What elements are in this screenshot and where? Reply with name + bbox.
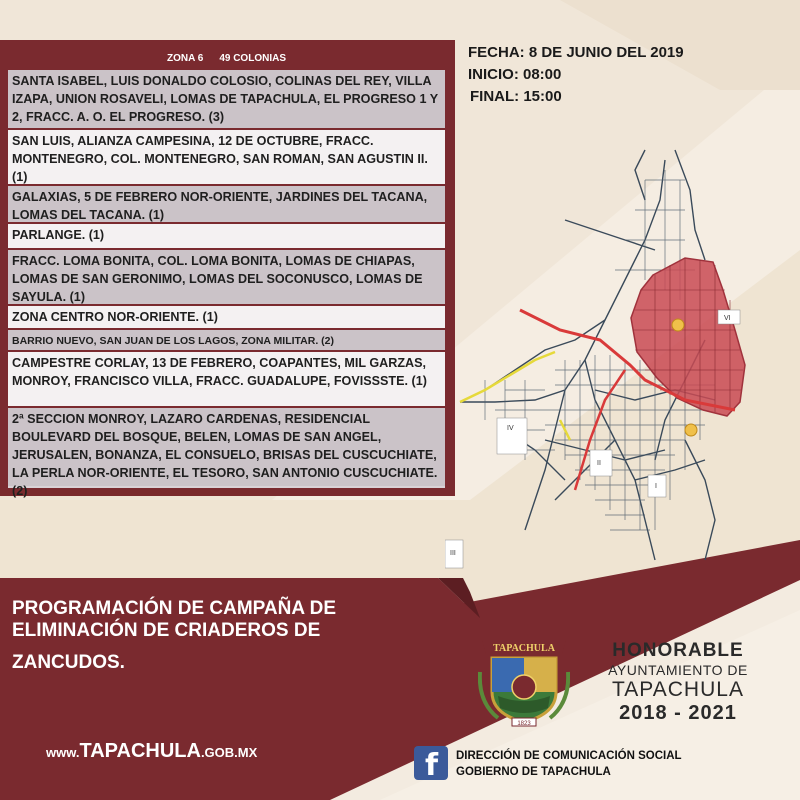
coat-of-arms-logo — [478, 632, 570, 728]
zone-label-i: I — [655, 483, 657, 490]
crest-year: 1823 — [517, 721, 531, 727]
table-row: GALAXIAS, 5 DE FEBRERO NOR-ORIENTE, JARDINES DEL TACANA, LOMAS DEL TACANA. (1) — [8, 186, 445, 224]
meeting-point-marker — [685, 424, 697, 436]
zone-label-ii: II — [597, 460, 601, 467]
table-row: BARRIO NUEVO, SAN JUAN DE LOS LAGOS, ZONA MILITAR. (2) — [8, 330, 445, 352]
direccion-text: DIRECCIÓN DE COMUNICACIÓN SOCIAL — [456, 750, 682, 762]
ayuntamiento-logo-text — [578, 640, 778, 725]
campaign-title-line2: ZANCUDOS. — [12, 652, 125, 673]
table-row: SAN LUIS, ALIANZA CAMPESINA, 12 DE OCTUBRE, FRACC. MONTENEGRO, COL. MONTENEGRO, SAN ROMAN, SAN AGUSTIN II. (1) — [8, 130, 445, 186]
table-row: PARLANGE. (1) — [8, 224, 445, 250]
schedule-table — [0, 40, 455, 496]
yellow-road — [460, 352, 555, 402]
crest-banner-text: TAPACHULA — [493, 643, 555, 654]
period-text: 2018 - 2021 — [619, 702, 737, 724]
website-prefix: www. — [46, 745, 80, 760]
table-row: CAMPESTRE CORLAY, 13 DE FEBRERO, COAPANTES, MIL GARZAS, MONROY, FRANCISCO VILLA, FRACC. GUADALUPE, FOVISSSTE. (1) — [8, 352, 445, 408]
honorable-text: HONORABLE — [612, 640, 744, 661]
final-text: FINAL: 15:00 — [470, 88, 562, 105]
table-row: FRACC. LOMA BONITA, COL. LOMA BONITA, LOMAS DE CHIAPAS, LOMAS DE SAN GERONIMO, LOMAS DEL SOCONUSCO, LOMAS DE SAYULA. (1) — [8, 250, 445, 306]
schedule-info — [468, 42, 684, 108]
zone-6-area — [631, 258, 745, 416]
campaign-title: PROGRAMACIÓN DE CAMPAÑA DE ELIMINACIÓN DE CRIADEROS DE — [12, 598, 337, 641]
gobierno-text: GOBIERNO DE TAPACHULA — [456, 766, 611, 778]
website-main: TAPACHULA — [79, 740, 201, 762]
tapachula-text: TAPACHULA — [612, 678, 744, 701]
zone-label-iii: III — [450, 550, 456, 557]
table-row: SANTA ISABEL, LUIS DONALDO COLOSIO, COLINAS DEL REY, VILLA IZAPA, UNION ROSAVELI, LOMAS DE TAPACHULA, EL PROGRESO 1 Y 2, FRACC. A. O. EL PROGRESO. (3) — [8, 70, 445, 130]
ayuntamiento-text: AYUNTAMIENTO DE — [608, 662, 748, 678]
table-header — [8, 48, 445, 70]
website-suffix: .GOB.MX — [200, 745, 258, 760]
website-link[interactable] — [46, 740, 257, 763]
colonias-count: 49 COLONIAS — [219, 53, 286, 64]
zone-label: ZONA 6 — [167, 53, 204, 64]
table-row: 2ª SECCION MONROY, LAZARO CARDENAS, RESIDENCIAL BOULEVARD DEL BOSQUE, BELEN, LOMAS DE SAN ANGEL, JERUSALEN, BONANZA, EL CONSUELO, BRISAS DEL CUSCUCHIATE, LA PERLA NOR-ORIENTE, EL TESORO, SAN ANTONIO CUSCUCHIATE. (2) — [8, 408, 445, 486]
facebook-icon[interactable]: f — [414, 746, 448, 780]
table-row: ZONA CENTRO NOR-ORIENTE. (1) — [8, 306, 445, 330]
meeting-point-marker — [672, 319, 684, 331]
comunicacion-social — [456, 748, 682, 780]
zone-label-iv: IV — [507, 425, 514, 432]
inicio-text: INICIO: 08:00 — [468, 66, 562, 83]
zone-label-vi: VI — [724, 315, 731, 322]
fecha-text: FECHA: 8 DE JUNIO DEL 2019 — [468, 44, 684, 61]
city-map — [445, 140, 800, 580]
table-body — [8, 48, 445, 498]
